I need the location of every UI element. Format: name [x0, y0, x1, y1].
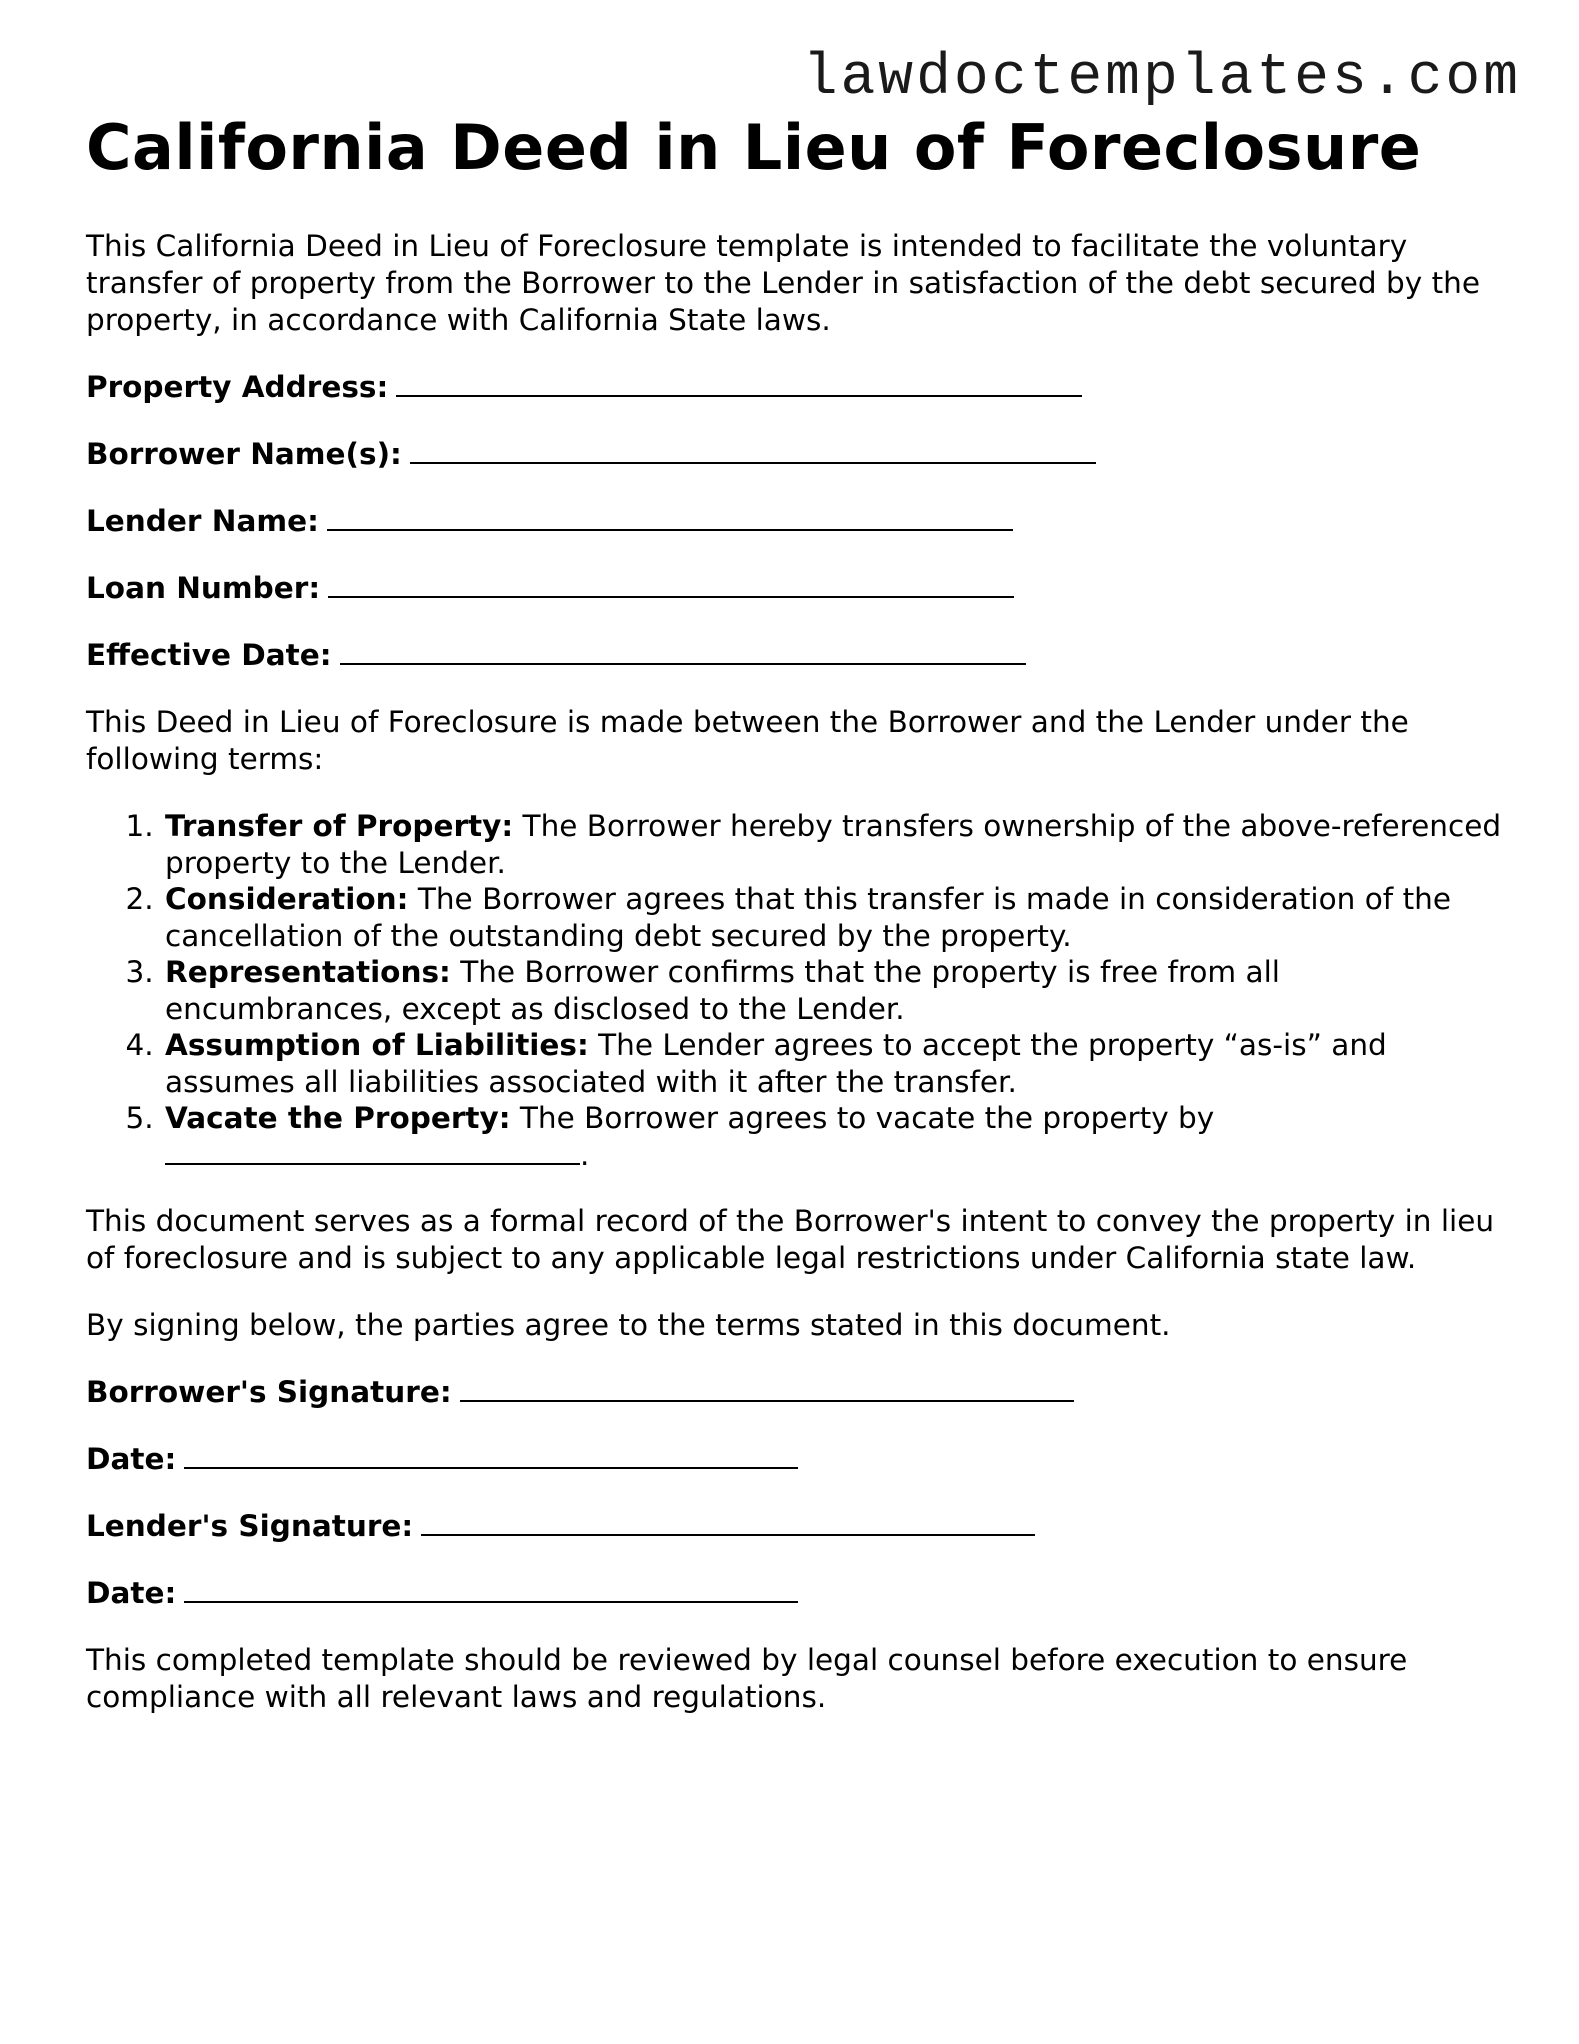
borrower-date-field [86, 1441, 1506, 1478]
term-title: Consideration: [165, 882, 409, 916]
term-text: The Borrower confirms that the property is free from all encumbrances, except as disclosed to the Lender. [165, 955, 1280, 1026]
borrower-date-blank[interactable] [184, 1441, 798, 1469]
site-watermark: lawdoctemplates.com [802, 46, 1521, 111]
lender-name-blank[interactable] [327, 503, 1013, 531]
lender-date-field [86, 1575, 1506, 1612]
terms-list [86, 808, 1506, 1173]
lender-signature-field [86, 1508, 1506, 1545]
record-paragraph: This document serves as a formal record of the Borrower's intent to convey the property in lieu of foreclosure and is subject to any applicable legal restrictions under California state law. [86, 1204, 1495, 1275]
term-title: Representations: [165, 955, 451, 989]
borrower-signature-field [86, 1374, 1506, 1411]
term-text: The Borrower hereby transfers ownership of the above-referenced property to the Lender. [165, 809, 1502, 880]
effective-date-field [86, 637, 1506, 674]
loan-number-label: Loan Number: [86, 571, 321, 605]
effective-date-label: Effective Date: [86, 638, 332, 672]
term-title: Assumption of Liabilities: [165, 1028, 589, 1062]
document-title: California Deed in Lieu of Foreclosure [86, 111, 1422, 184]
borrower-names-label: Borrower Name(s): [86, 437, 402, 471]
borrower-names-field [86, 436, 1506, 473]
lender-signature-blank[interactable] [421, 1508, 1035, 1536]
property-address-label: Property Address: [86, 370, 389, 404]
loan-number-blank[interactable] [328, 570, 1014, 598]
property-address-field [86, 369, 1506, 406]
term-text: The Lender agrees to accept the property “as-is” and assumes all liabilities associated with it after the transfer. [165, 1028, 1387, 1099]
effective-date-blank[interactable] [340, 637, 1026, 665]
term-text: The Borrower agrees to vacate the property by [510, 1101, 1215, 1135]
vacate-period: . [580, 1137, 590, 1172]
document-page [86, 108, 1506, 1716]
term-item [163, 954, 1506, 1027]
lender-name-label: Lender Name: [86, 504, 319, 538]
loan-number-field [86, 570, 1506, 607]
closing-paragraph: This completed template should be reviewed by legal counsel before execution to ensure compliance with all relevant laws and regulations. [86, 1643, 1408, 1714]
term-item [163, 1027, 1506, 1100]
lender-signature-label: Lender's Signature: [86, 1509, 414, 1543]
terms-intro-paragraph: This Deed in Lieu of Foreclosure is made between the Borrower and the Lender under the following terms: [86, 705, 1409, 776]
borrower-signature-blank[interactable] [460, 1374, 1074, 1402]
lender-date-label: Date: [86, 1576, 177, 1610]
lender-date-blank[interactable] [184, 1575, 798, 1603]
term-item [163, 808, 1506, 881]
term-title: Transfer of Property: [165, 809, 514, 843]
borrower-signature-label: Borrower's Signature: [86, 1375, 452, 1409]
term-text: The Borrower agrees that this transfer is made in consideration of the cancellation of the outstanding debt secured by the property. [165, 882, 1451, 953]
lender-name-field [86, 503, 1506, 540]
term-item [163, 1100, 1506, 1173]
intro-paragraph: This California Deed in Lieu of Foreclosure template is intended to facilitate the voluntary transfer of property from the Borrower to the Lender in satisfaction of the debt secured by the property, in accordance with California State laws. [86, 229, 1481, 337]
signing-paragraph: By signing below, the parties agree to the terms stated in this document. [86, 1308, 1171, 1342]
property-address-blank[interactable] [396, 369, 1082, 397]
borrower-names-blank[interactable] [410, 436, 1096, 464]
term-item [163, 881, 1506, 954]
vacate-date-blank[interactable] [165, 1137, 580, 1165]
term-title: Vacate the Property: [165, 1101, 511, 1135]
borrower-date-label: Date: [86, 1442, 177, 1476]
